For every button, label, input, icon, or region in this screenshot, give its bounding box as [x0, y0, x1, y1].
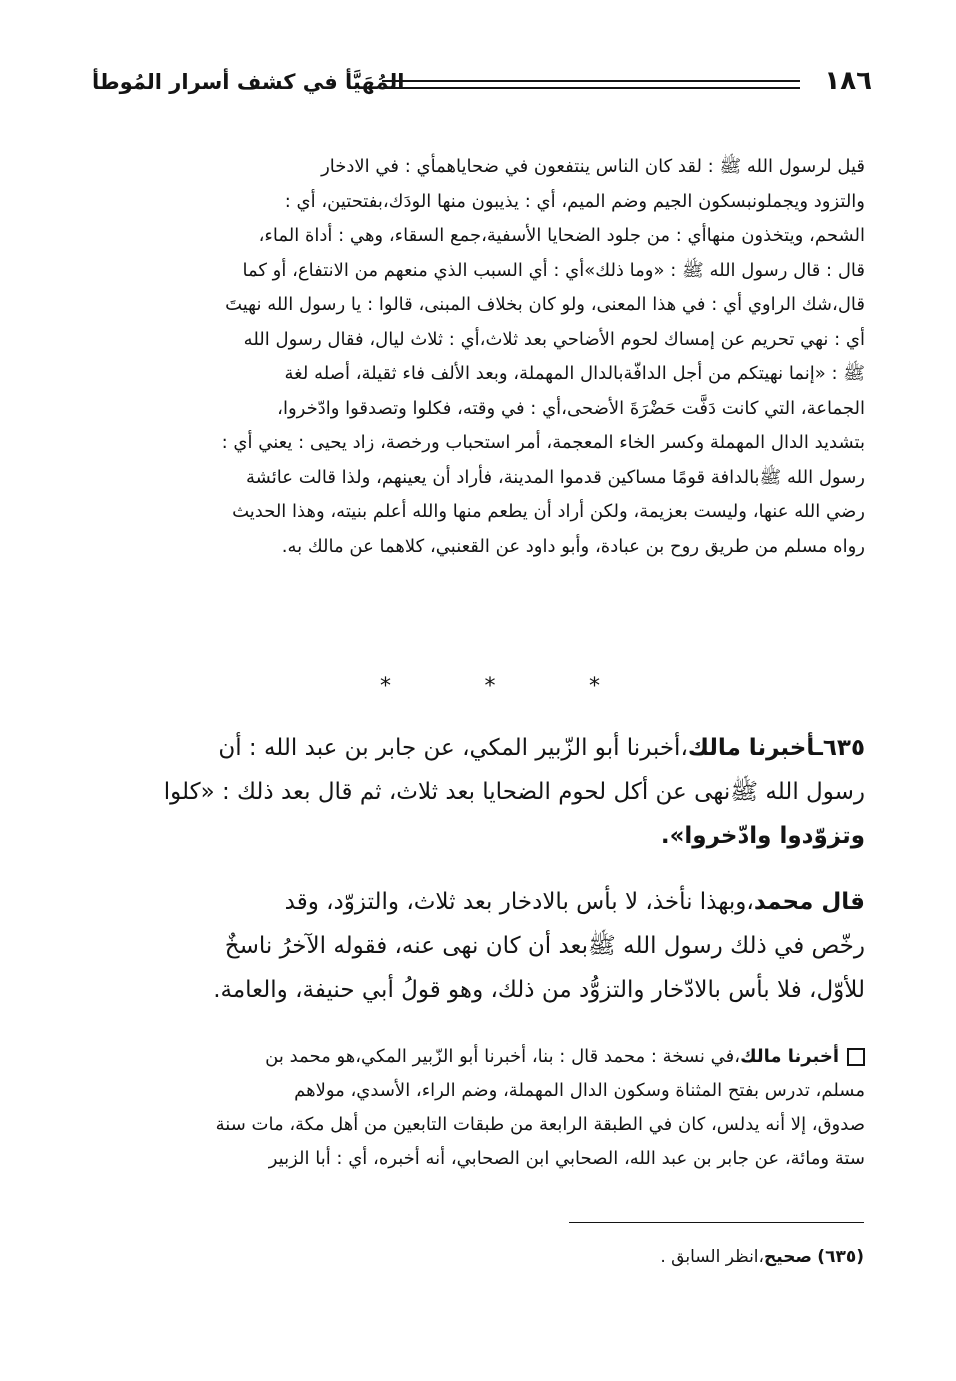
commentary-line: قال : قال رسول الله ﷺ : «وما ذلك»أي : أي السبب الذي منعهم من الانتفاع، أو كما	[242, 259, 865, 281]
statement-line: رخّص في ذلك رسول الله ﷺبعد أن كان نهى عنه، فقوله الآخرُ ناسخٌ	[224, 933, 865, 959]
commentary-line: قيل لرسول الله ﷺ : لقد كان الناس ينتفعون في ضحاياهمأي : في الادخار	[321, 156, 865, 177]
divider-star: *	[484, 674, 496, 699]
divider-star: *	[589, 674, 600, 699]
notes-text: ،في نسخة : محمد قال : بنا، أخبرنا أبو الزّبير المكي،هو محمد بن	[265, 1046, 741, 1067]
footnote-grade: صحيح	[764, 1247, 812, 1267]
footnote	[364, 1243, 864, 1271]
notes-line: ستة ومائة، عن جابر بن عبد الله، الصحابي ابن الصحابي، أنه أخبره، أي : أبا الزبير	[268, 1148, 865, 1169]
commentary-block	[100, 150, 865, 564]
commentary-line: الشحم، ويتخذون منهاأي : من جلود الضحايا الأسفية،جمع السقاء، وهي : أداة الماء،	[258, 225, 865, 246]
section-divider	[380, 672, 600, 702]
footnote-separator	[569, 1222, 864, 1223]
hadith-lead: أخبرنا مالك	[687, 735, 815, 761]
square-box-icon	[847, 1048, 865, 1066]
divider-star: *	[380, 674, 391, 699]
statement-line: للأوّل، فلا بأس بالادّخار والتزوُّد من ذلك، وهو قولُ أبي حنيفة، والعامة.	[213, 977, 865, 1003]
footnote-ref: (٦٣٥)	[817, 1247, 864, 1267]
notes-lead: أخبرنا مالك	[740, 1046, 839, 1067]
commentary-line: رضي الله عنها، وليست بعزيمة، ولكن أراد أن يطعم منها والله أعلم بنيته، وهذا الحديث	[232, 501, 865, 522]
hadith-line	[100, 726, 865, 770]
commentary-line: رواه مسلم من طريق روح بن عبادة، وأبو داود عن القعنبي، كلاهما عن مالك به.	[281, 535, 865, 557]
commentary-line: والتزود ويجملونبسكون الجيم وضم الميم، أي : يذيبون منها الودَك،بفتحتين، أي :	[284, 190, 865, 212]
explanatory-notes	[100, 1040, 865, 1176]
commentary-line: ﷺ : «إنما نهيتكم من أجل الدافّةبالدال المهملة، وبعد الألف فاء ثقيلة، أصله لغة	[284, 363, 865, 384]
notes-line	[100, 1040, 865, 1074]
muhammad-statement	[100, 880, 865, 1012]
statement-lead: قال محمد	[753, 889, 865, 915]
commentary-line: بتشديد الدال المهملة وكسر الخاء المعجمة، أمر استحباب ورخصة، زاد يحيى : يعني أي :	[221, 432, 865, 453]
page-header	[92, 64, 872, 104]
commentary-line: رسول الله ﷺبالدافة قومًا مساكين قدموا المدينة، فأراد أن يعينهم، ولذا قالت عائشة	[246, 466, 865, 488]
notes-line: مسلم، تدرس بفتح المثناة وسكون الدال المهملة، وضم الراء، الأسدي، مولاهم	[294, 1080, 865, 1101]
page-number: ١٨٦	[824, 66, 872, 96]
footnote-text: ،انظر السابق .	[660, 1247, 765, 1267]
statement-line	[100, 880, 865, 924]
hadith-line: رسول الله ﷺنهى عن أكل لحوم الضحايا بعد ثلاث، ثم قال بعد ذلك : «كلوا	[163, 779, 865, 805]
hadith-text: ،أخبرنا أبو الزّبير المكي، عن جابر بن عبد الله : أن	[218, 735, 688, 761]
commentary-line: قال،شك الراوي أي : في هذا المعنى، ولو كان بخلاف المبنى، قالوا : يا رسول الله نهيتَ	[225, 294, 865, 315]
hadith-line: وتزوّدوا وادّخروا».	[660, 823, 865, 849]
commentary-line: الجماعة، التي كانت دَفَّت حَضْرَةَ الأضحى،أي : في وقته، فكلوا وتصدقوا وادّخروا،	[277, 397, 865, 419]
commentary-line: أي : نهي تحريم عن إمساك لحوم الأضاحي بعد ثلاث،أي : ثلاث ليال، فقال رسول الله	[243, 328, 865, 350]
header-double-rule	[382, 80, 800, 89]
hadith-number: ٦٣٥ـ	[815, 735, 865, 761]
notes-line: صدوق، إلا أنه يدلس، كان في الطبقة الرابعة من طبقات التابعين من أهل مكة، مات سنة	[215, 1114, 865, 1135]
statement-text: ،وبهذا نأخذ، لا بأس بالادخار بعد ثلاث، والتزوّد، وقد	[284, 889, 754, 915]
book-title: المُهَيَّأ في كشف أسرار المُوطأ	[92, 70, 405, 94]
hadith-635	[100, 726, 865, 858]
